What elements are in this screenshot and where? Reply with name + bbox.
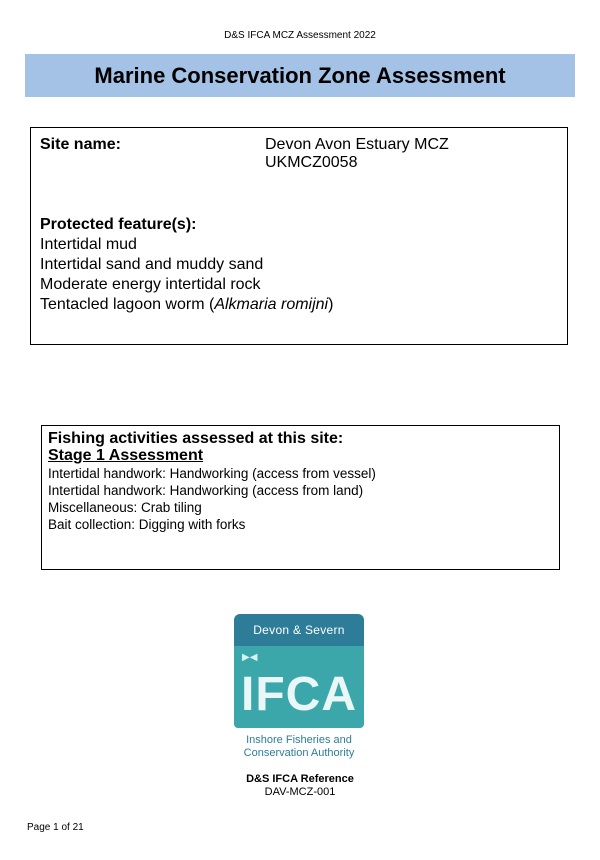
fishing-activities [48, 430, 376, 533]
reference-label: D&S IFCA Reference [246, 773, 354, 785]
logo-subtitle-line2: Conservation Authority [243, 747, 355, 759]
ifca-logo [234, 614, 364, 760]
activity-item: Miscellaneous: Crab tiling [48, 500, 202, 515]
fishing-activities-heading: Fishing activities assessed at this site: [48, 430, 344, 447]
reference-code: DAV-MCZ-001 [264, 786, 336, 798]
activity-item: Intertidal handwork: Handworking (access from vessel) [48, 466, 376, 481]
stage-heading: Stage 1 Assessment [48, 447, 204, 464]
fishing-activities-box [41, 425, 560, 570]
logo-region: Devon & Severn [234, 614, 364, 646]
logo-badge [234, 646, 364, 728]
site-code: UKMCZ0058 [265, 154, 358, 171]
page-number: Page 1 of 21 [27, 822, 84, 833]
logo-subtitle [234, 734, 364, 760]
fish-icon: ▶◀ [242, 652, 258, 663]
site-info-box [30, 127, 568, 345]
worm-prefix: Tentacled lagoon worm ( [40, 296, 215, 313]
logo-acronym: IFCA [241, 668, 357, 721]
feature-item: Intertidal sand and muddy sand [40, 256, 264, 273]
feature-item-worm [40, 295, 333, 315]
worm-species: Alkmaria romijni [214, 296, 329, 313]
site-name-value [265, 136, 449, 172]
feature-item: Intertidal mud [40, 236, 137, 253]
site-name-label: Site name: [40, 136, 121, 153]
site-name: Devon Avon Estuary MCZ [265, 136, 449, 153]
protected-features-heading: Protected feature(s): [40, 216, 197, 233]
activity-item: Bait collection: Digging with forks [48, 517, 246, 532]
protected-features [40, 215, 333, 315]
document-title: Marine Conservation Zone Assessment [94, 62, 506, 88]
activity-item: Intertidal handwork: Handworking (access from land) [48, 483, 364, 498]
feature-item: Moderate energy intertidal rock [40, 276, 261, 293]
logo-subtitle-line1: Inshore Fisheries and [246, 734, 352, 746]
document-header: D&S IFCA MCZ Assessment 2022 [224, 30, 376, 41]
title-banner [25, 54, 575, 97]
worm-suffix: ) [328, 296, 334, 313]
